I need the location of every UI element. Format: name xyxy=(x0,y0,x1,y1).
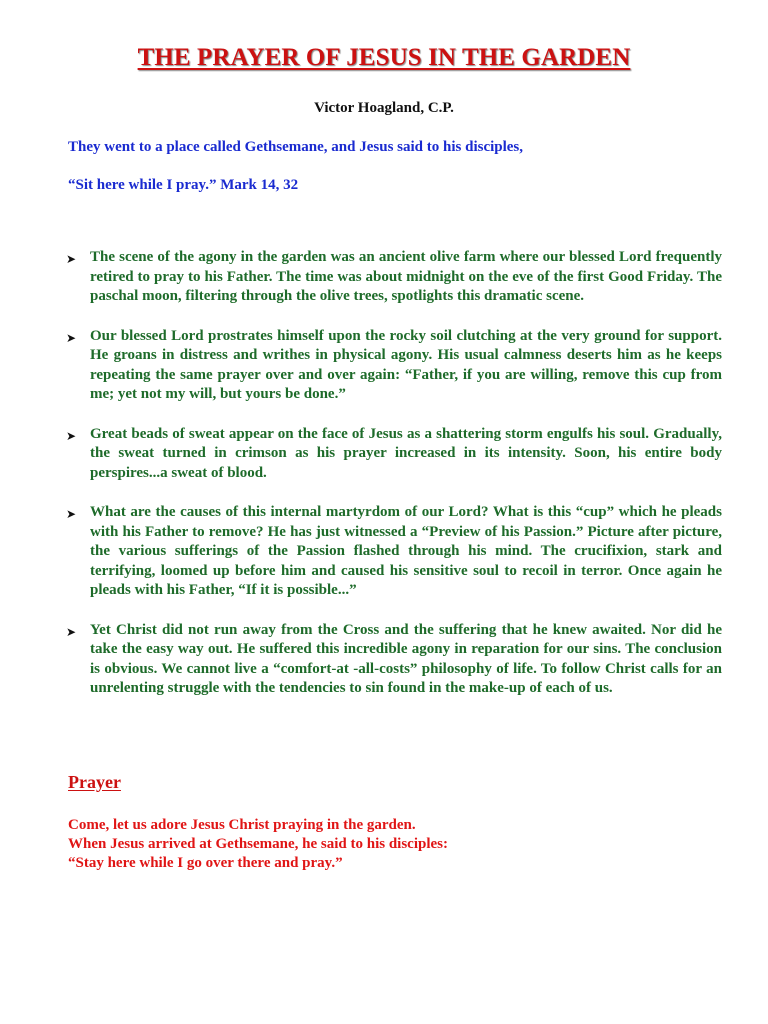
prayer-heading: Prayer xyxy=(68,772,121,792)
prayer-line-2: When Jesus arrived at Gethsemane, he said to his disciples: xyxy=(68,836,449,852)
arrowhead-right-icon: ➤ xyxy=(66,428,77,443)
intro-line-2: “Sit here while I pray.” Mark 14, 32 xyxy=(68,177,299,193)
list-item xyxy=(66,503,722,601)
prayer-line-1: Come, let us adore Jesus Christ praying in the garden. xyxy=(68,817,416,833)
paragraph-text: Our blessed Lord prostrates himself upon the rocky soil clutching at the very ground for support. He groans in distress and writhes in physical agony. His usual calmness deserts him as he keeps repeating the same prayer over and over again: “Father, if you are willing, remove this cup from me; yet not my will, but yours be done.” xyxy=(90,327,722,402)
paragraph-text: The scene of the agony in the garden was an ancient olive farm where our blessed Lord frequently retired to pray to his Father. The time was about midnight on the eve of the first Good Friday. The paschal moon, filtering through the olive trees, spotlights this dramatic scene. xyxy=(90,249,722,304)
list-item xyxy=(66,621,722,699)
arrowhead-right-icon: ➤ xyxy=(66,252,77,266)
intro-line-1: They went to a place called Gethsemane, and Jesus said to his disciples, xyxy=(68,139,524,155)
reflection-list xyxy=(0,248,768,719)
list-item xyxy=(66,327,722,405)
page-title: THE PRAYER OF JESUS IN THE GARDEN xyxy=(137,44,631,71)
arrowhead-right-icon: ➤ xyxy=(66,330,77,345)
prayer-line-3: “Stay here while I go over there and pray.” xyxy=(68,855,343,871)
list-item xyxy=(66,425,722,484)
author-name: Victor Hoagland, C.P. xyxy=(314,100,454,116)
arrowhead-right-icon: ➤ xyxy=(66,507,77,521)
arrowhead-right-icon: ➤ xyxy=(66,624,77,639)
paragraph-text: Yet Christ did not run away from the Cross and the suffering that he knew awaited. Nor did he take the easy way out. He suffered this incredible agony in reparation for our sins. The conclusion is obvious. We cannot live a “comfort-at -all-costs” philosophy of life. To follow Christ calls for an unrelenting struggle with the tendencies to sin found in the make-up of each of us. xyxy=(90,621,722,696)
paragraph-text: What are the causes of this internal martyrdom of our Lord? What is this “cup” which he pleads with his Father to remove? He has just witnessed a “Preview of his Passion.” Picture after picture, the various sufferings of the Passion flashed through his mind. The crucifixion, stark and terrifying, loomed up before him and caused his sensitive soul to recoil in terror. Once again he pleads with his Father, “If it is possible...” xyxy=(90,504,722,598)
paragraph-text: Great beads of sweat appear on the face of Jesus as a shattering storm engulfs his soul. Gradually, the sweat turned in crimson as his prayer increased in its intensity. Soon, his entire body perspires...a sweat of blood. xyxy=(90,425,722,481)
list-item xyxy=(66,248,722,307)
